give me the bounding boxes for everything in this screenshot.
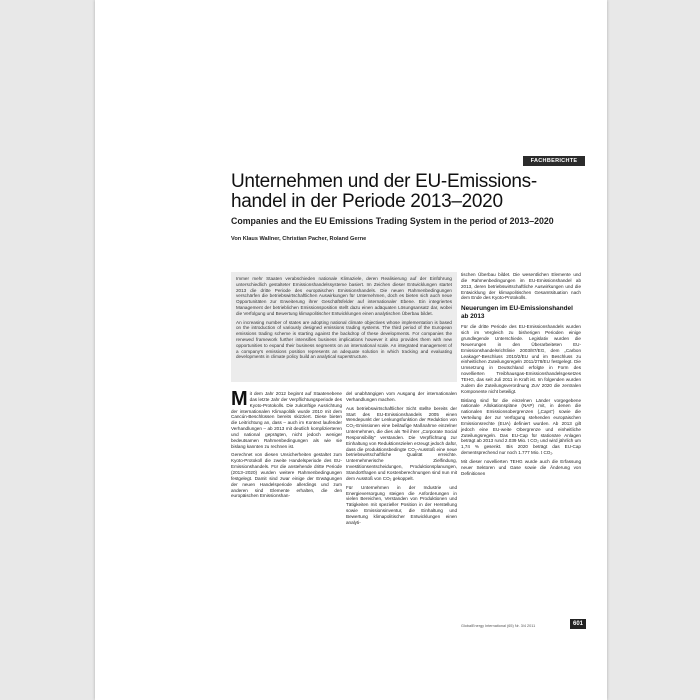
paragraph: Bislang sind für die einzelnen Länder vorgegebene nationale Allokationspläne (NAP) mit, in denen die nationalen Emissionsobergrenzen („Caps“) sowie die Verteilung der zur Verfügung stehenden europäischen Emissionsrechte (EUA) definiert wurden. Ab 2013 gilt jedoch eine EU-weite Obergrenze und einheitliche Zuteilungsregeln. Das EU-Cap für stationäre Anlagen beträgt ab 2013 rund 2.039 Mio. t CO₂ und wird jährlich um 1,74 % gesenkt. Bis 2020 beträgt das EU-Cap dementsprechend nur noch 1.777 Mio. t CO₂.	[461, 397, 582, 456]
abstract-box	[231, 272, 457, 382]
abstract-english: An increasing number of states are adopting national climate objectives whose implementation is based on the introduction of variously designed emissions trading systems. The third period of the European emissions trading scheme is starting against the backdrop of these developments. For companies the renewed framework further intensifies business implications however it also provides them with new opportunities to expand their business segments on an international scale. An integrated management of a company's emissions position represents an adequate solution in which tracking and evaluating developments in climate policy build an analytical superstructure.	[236, 319, 452, 360]
paragraph: del unabhängigen vom Ausgang der internationalen Verhandlungen machen.	[346, 391, 457, 402]
document-page	[95, 0, 607, 700]
paragraph	[231, 388, 342, 449]
section-tag: FACHBERICHTE	[523, 156, 585, 166]
paragraph: Für Unternehmen in der Industrie und Energieversorgung steigen die Anforderungen in vielen Bereichen, Verstanden von Produktionen und Tätigkeiten mit spezieller Position in der Herstellung sowie Emissionsinventur, die Einhaltung und Bewertung klimapolitischer Entwicklungen einen analyti-	[346, 484, 457, 525]
body-column-3	[461, 272, 581, 480]
body-column-2	[346, 391, 457, 529]
abstract-german: Immer mehr Staaten verabschieden nationale Klimaziele, deren Realisierung auf der Einführung unterschiedlich gestalteter Emissionshandelssysteme basiert. Im Zeichen dieser Entwicklungen startet 2013 die dritte Periode des europäischen Emissionshandels. Die neuen Rahmenbedingungen verschärfen die betriebswirtschaftlichen Auswirkungen für Unternehmen, doch es bieten sich auch neue Opportunitäten zur Erweiterung ihrer Geschäftsfelder auf internationaler Ebene. Ein integriertes Management der betrieblichen Emissionsposition stellt dazu einen adäquaten Lösungsansatz dar, wobei die Verfolgung und Bewertung klimapolitischer Entwicklungen einen analytischen Überbau bildet.	[236, 276, 452, 316]
article-authors: Von Klaus Wallner, Christian Pacher, Roland Gerne	[231, 236, 367, 242]
body-column-1	[231, 388, 342, 502]
journal-footer: GlobalEnergy International (65) Nr. 3/4 2011	[461, 624, 536, 628]
paragraph-text: it dem Jahr 2012 beginnt auf Staatenebene das letzte Jahr der Verpflichtungsperiode des Kyoto-Protokolls. Die zukünftige Ausrichtung der internationalen Klimapolitik wurde 2010 mit dem Cancún-Beschlüssen bereits skizziert. Diese bieten die Leitrichtung an, dass – auch im Kontext laufender Verhandlungen – ab 2013 mit deutlich komplizierteren und national geprägten, nicht jedoch weniger bedeutsamen Rahmenbedingungen als wie sie bislang kannten zu rechnen ist.	[231, 391, 342, 449]
article-subtitle: Companies and the EU Emissions Trading System in the period of 2013–2020	[231, 216, 554, 226]
page-number: 601	[570, 619, 586, 629]
paragraph: tischen Überbau bildet. Die wesentlichen Elemente und die Rahmenbedingungen im EU-Emissionshandel ab 2013, deren betriebswirtschaftliche Auswirkungen und die Entwicklung der klimapolitischen Gesamtsituation nach dem Ende des Kyoto-Protokolls.	[461, 272, 581, 301]
section-heading: Neuerungen im EU-Emissionshandel ab 2013	[461, 305, 573, 320]
paragraph: Aus betriebswirtschaftlicher Sicht stellte bereits der Start des EU-Emissionshandels 2005 einen Wendepunkt der Lenkungsfunktion der Reduktion von CO₂-Emissionen eine beiläufige Maßnahme einzelner Unternehmen, die dies als Teil ihrer „Corporate Social Responsibility“ verstanden. Die Verpflichtung zur Einhaltung von Reduktionszielen erzeugt jedoch dafür, dass die produktionsbedingte CO₂-Ausstoß eine neue betriebswirtschaftliche Qualität erreichte. Unternehmerische Zielfindung, Investitionsentscheidungen, Produktionsplanungen, Standortfragen und Kostenberechnungen sind nun mit dem Ausstoß von CO₂ gekoppelt.	[346, 405, 457, 481]
drop-cap: M	[231, 388, 248, 410]
paragraph: Gerechnet von diesen Unsicherheiten gestaltet zum Kyoto-Protokoll die zweite Handelsperiode des EU-Emissionshandels. Für die anstehende dritte Periode (2013–2020) wurden weitere Rahmenbedingungen festgelegt. Damit sind zwar einige der Erwägungen der neuen Handelsperiode allerdings und zum anderen sind Elemente erhalten, die den europäischen Emissionshan-	[231, 452, 342, 499]
article-title: Unternehmen und der EU-Emissions-handel in der Periode 2013–2020	[231, 171, 537, 212]
paragraph: Mit dieser novellierten TEHG wurde auch die Erfassung neuer Sektoren und Gase sowie die Änderung von Definitionen	[461, 458, 581, 476]
paragraph: Für die dritte Periode des EU-Emissionshandels wurden sich im Vergleich zu bisherigen Perioden einige grundlegende Unterschiede. Legislativ wurden die Neuerungen in den Überarbeiteten EU-Emissionshandelsrichtlinie 2003/87/EG, dem „Carbon Leakage“-Beschluss 2010/2/EU und im Beschluss zu einheitlichen Zuteilungsregeln 2011/278/EU festgelegt. Die Umsetzung in Deutschland erfolgte in Form des novellierten Treibhausgas-Emissionshandelsgesetzes TEHG, das seit Juli 2011 in Kraft ist. Im folgenden wurden zudem die Zuteilungsverordnung ZuV 2020 die zentralen Komponente nicht beteiligt.	[461, 324, 581, 394]
